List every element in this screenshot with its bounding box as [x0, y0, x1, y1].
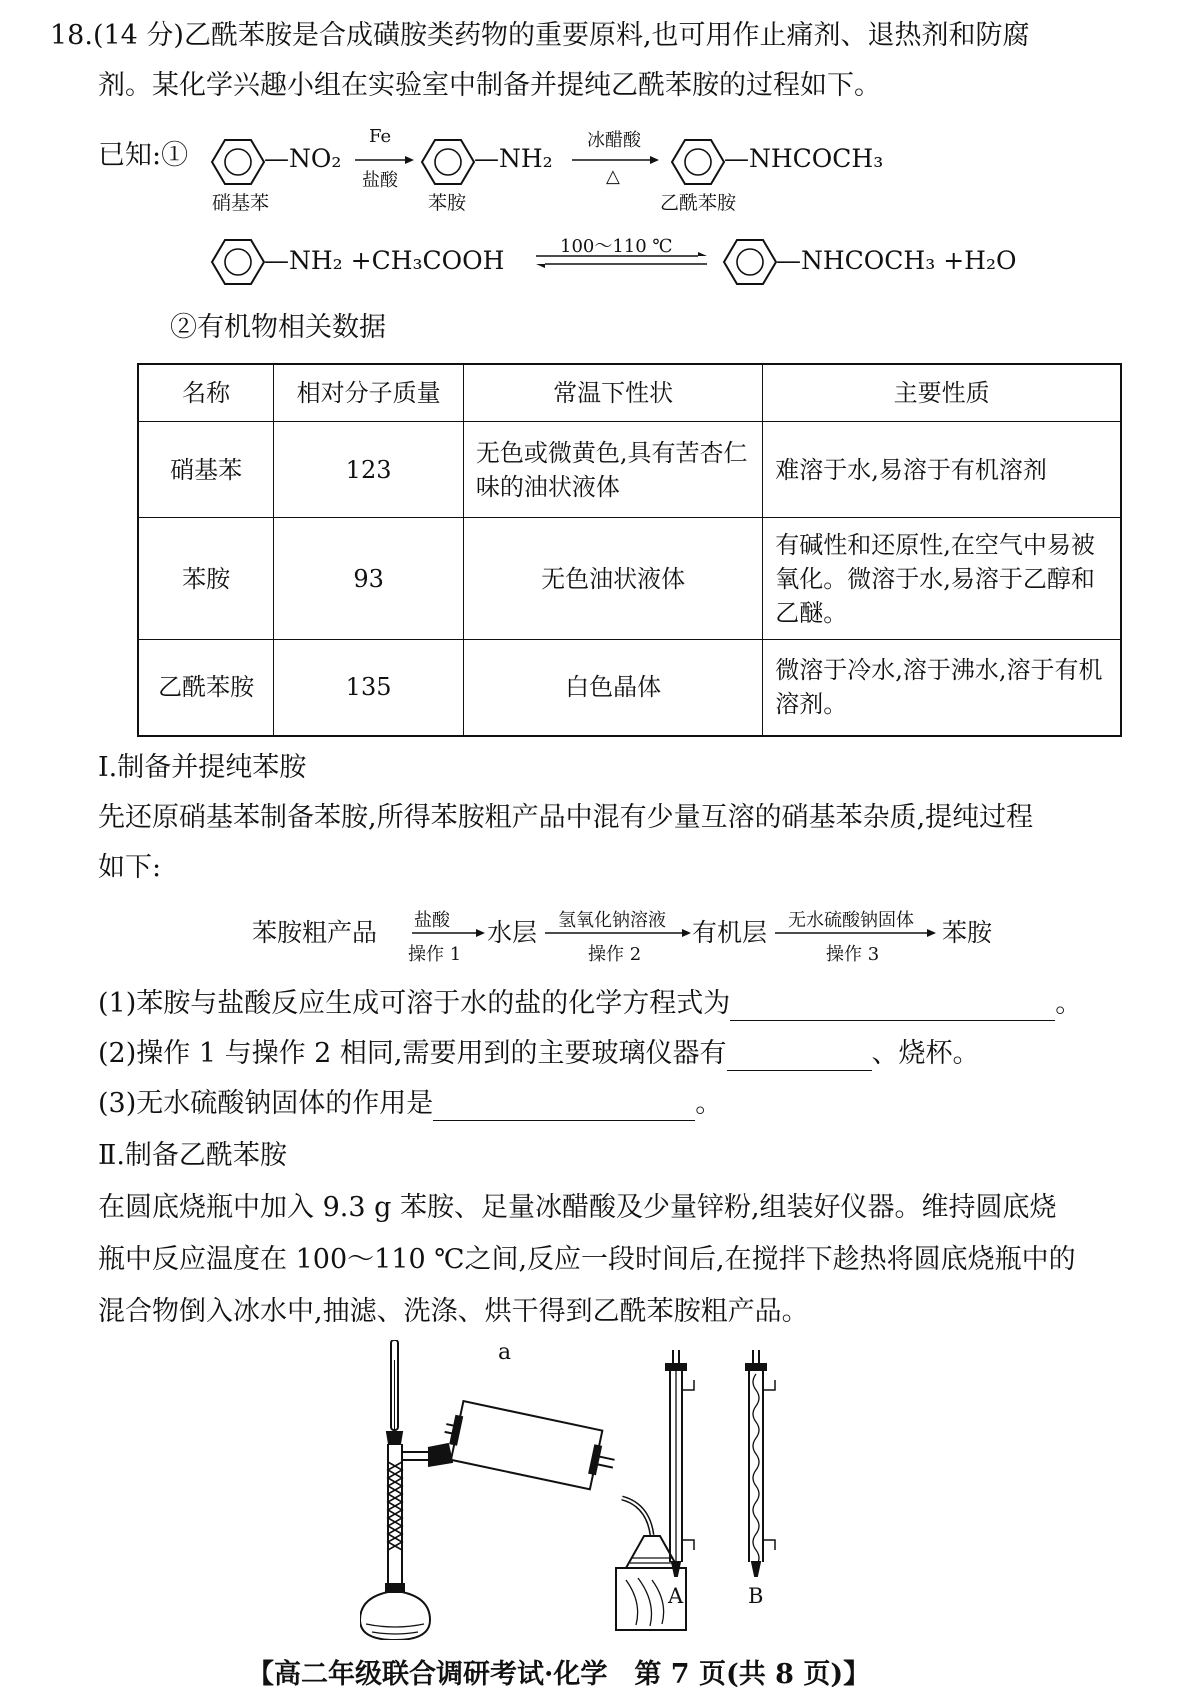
flow-arrow-3-bottom: 操作 3 [826, 944, 880, 965]
flow-step-2: 水层 [487, 918, 538, 947]
arrow1-bottom: 盐酸 [362, 170, 398, 191]
label-condenser-a: a [498, 1340, 512, 1365]
condenser-a-icon [439, 1399, 620, 1493]
table-header: 主要性质 [763, 364, 1121, 422]
cell-mass: 93 [274, 518, 464, 640]
cell-state: 白色晶体 [463, 640, 762, 736]
cell-property: 有碱性和还原性,在空气中易被氧化。微溶于水,易溶于乙醇和乙醚。 [763, 518, 1121, 640]
label-acetanilide: 乙酰苯胺 [660, 192, 737, 214]
flow-arrow-1-top: 盐酸 [414, 910, 450, 931]
flow-arrow-3-top: 无水硫酸钠固体 [788, 910, 914, 931]
question-line-2: 剂。某化学兴趣小组在实验室中制备并提纯乙酰苯胺的过程如下。 [98, 70, 881, 101]
benzene-ring-icon [212, 240, 264, 284]
flow-arrow-1-bottom: 操作 1 [408, 944, 462, 965]
question-line-1: 18.(14 分)乙酰苯胺是合成磺胺类药物的重要原料,也可用作止痛剂、退热剂和防腐 [50, 20, 1030, 51]
part1-desc-2: 如下: [98, 852, 162, 883]
q1-end: 。 [1055, 988, 1083, 1019]
benzene-ring-icon [724, 240, 776, 284]
data-title: ②有机物相关数据 [170, 312, 386, 343]
q2-answer-blank[interactable] [727, 1038, 872, 1071]
table-header-row [138, 364, 1121, 422]
known-prefix: 已知:① [98, 140, 189, 171]
q2-end: 、烧杯。 [871, 1038, 980, 1069]
part1-desc-1: 先还原硝基苯制备苯胺,所得苯胺粗产品中混有少量互溶的硝基苯杂质,提纯过程 [98, 802, 1034, 833]
cell-state: 无色油状液体 [463, 518, 762, 640]
label-condenser-A: A [668, 1584, 684, 1608]
cell-mass: 135 [274, 640, 464, 736]
fractionating-column-icon [388, 1444, 428, 1562]
reaction-2-right: —NHCOCH₃ +H₂O [776, 246, 1017, 275]
organic-data-table [137, 363, 1122, 737]
flow-step-1: 苯胺粗产品 [252, 918, 378, 947]
q1-text: (1)苯胺与盐酸反应生成可溶于水的盐的化学方程式为 [98, 988, 731, 1019]
q3-answer-blank[interactable] [433, 1088, 695, 1121]
arrow1-top: Fe [369, 126, 392, 147]
flow-arrow-2-bottom: 操作 2 [588, 944, 642, 965]
cell-state: 无色或微黄色,具有苦杏仁味的油状液体 [463, 422, 762, 518]
sub-question-1 [98, 988, 1082, 1021]
reaction-2-condition: 100～110 ℃ [560, 236, 673, 257]
arrow2-top: 冰醋酸 [587, 130, 641, 151]
cell-name: 乙酰苯胺 [138, 640, 274, 736]
page-footer: 【高二年级联合调研考试·化学 第 7 页(共 8 页)】 [247, 1659, 871, 1690]
table-row [138, 422, 1121, 518]
label-condenser-B: B [748, 1584, 764, 1608]
condenser-B-icon [746, 1350, 775, 1576]
flow-arrow-2-top: 氢氧化钠溶液 [558, 910, 666, 931]
cell-name: 硝基苯 [138, 422, 274, 518]
condenser-A-icon [666, 1350, 694, 1576]
q3-text: (3)无水硫酸钠固体的作用是 [98, 1088, 434, 1119]
table-row [138, 640, 1121, 736]
reaction-2-left: —NH₂ +CH₃COOH [264, 246, 505, 275]
table-header: 常温下性状 [463, 364, 762, 422]
table-row [138, 518, 1121, 640]
cell-name: 苯胺 [138, 518, 274, 640]
cell-mass: 123 [274, 422, 464, 518]
thermometer-icon [391, 1340, 398, 1430]
apparatus-diagram [360, 1340, 840, 1640]
part2-paragraph-1: 在圆底烧瓶中加入 9.3 g 苯胺、足量冰醋酸及少量锌粉,组装好仪器。维持圆底烧 [98, 1192, 1057, 1223]
nitro-group: —NO₂ [264, 144, 342, 173]
flow-step-4: 苯胺 [942, 918, 993, 947]
cell-property: 微溶于冷水,溶于沸水,溶于有机溶剂。 [763, 640, 1121, 736]
q3-end: 。 [695, 1088, 723, 1119]
label-aniline: 苯胺 [428, 192, 467, 214]
part2-paragraph-2: 瓶中反应温度在 100～110 ℃之间,反应一段时间后,在搅拌下趁热将圆底烧瓶中的 [98, 1244, 1076, 1275]
flow-step-3: 有机层 [692, 918, 768, 947]
amide-group: —NHCOCH₃ [724, 144, 884, 173]
part1-title: Ⅰ.制备并提纯苯胺 [98, 752, 307, 783]
q1-answer-blank[interactable] [730, 988, 1055, 1021]
amine-group: —NH₂ [474, 144, 553, 173]
sub-question-2 [98, 1038, 980, 1071]
round-bottom-flask-icon [360, 1592, 430, 1640]
table-header: 名称 [138, 364, 274, 422]
cell-property: 难溶于水,易溶于有机溶剂 [763, 422, 1121, 518]
q2-text: (2)操作 1 与操作 2 相同,需要用到的主要玻璃仪器有 [98, 1038, 727, 1069]
arrow2-bottom: △ [606, 166, 620, 187]
part2-title: Ⅱ.制备乙酰苯胺 [98, 1140, 287, 1171]
label-nitrobenzene: 硝基苯 [212, 192, 270, 214]
part2-paragraph-3: 混合物倒入冰水中,抽滤、洗涤、烘干得到乙酰苯胺粗产品。 [98, 1296, 809, 1327]
table-header: 相对分子质量 [274, 364, 464, 422]
sub-question-3 [98, 1088, 722, 1121]
